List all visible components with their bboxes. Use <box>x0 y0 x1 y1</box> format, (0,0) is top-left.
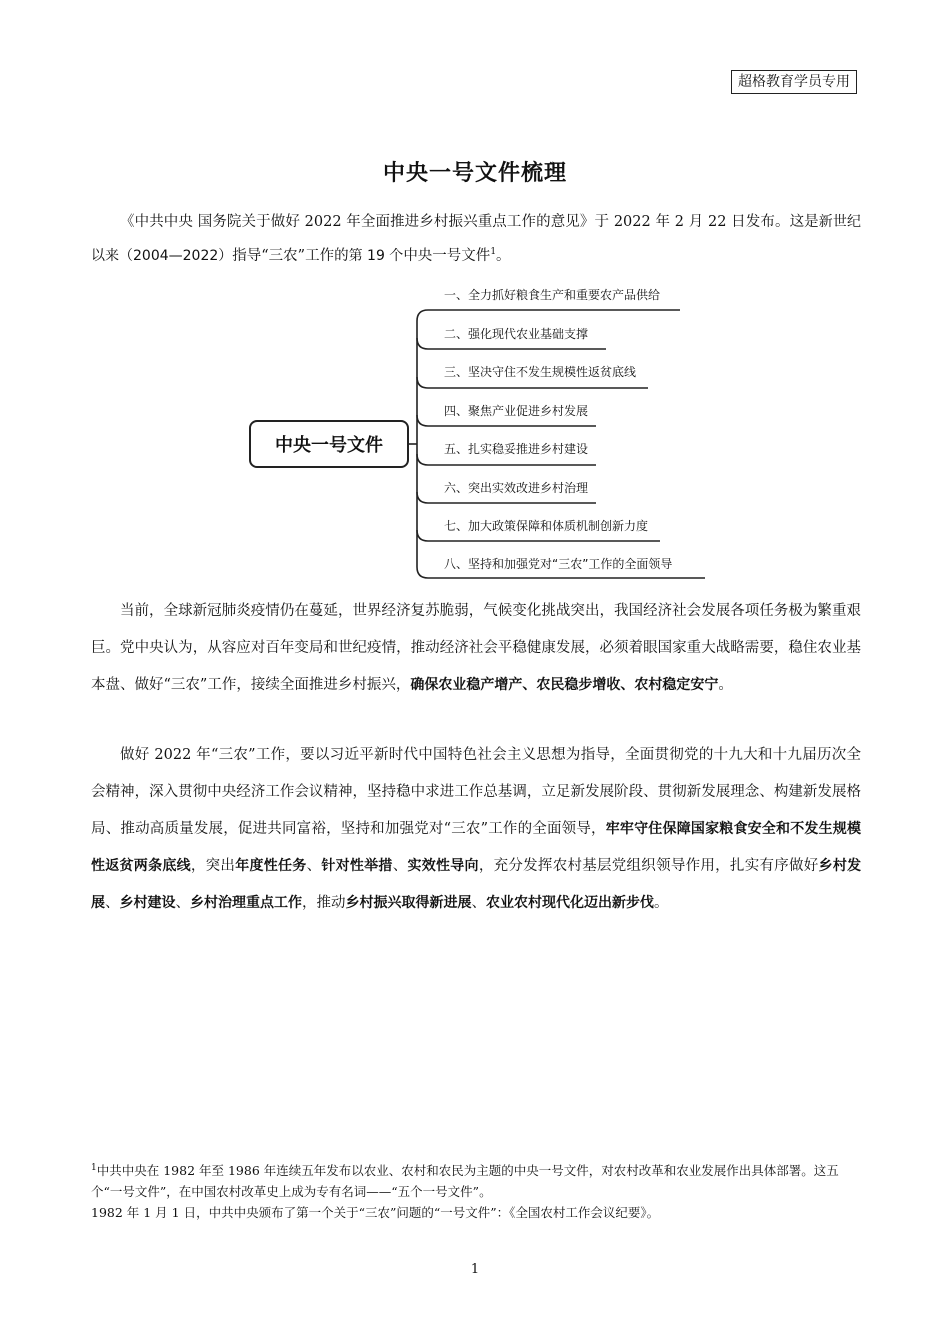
para-text: 、 <box>306 858 322 874</box>
intro-text: 。 <box>496 248 511 264</box>
para-text: 当前，全球新冠肺炎疫情仍在蔓延，世界经济复苏脆弱，气候变化挑战突出，我国经济社会发展各项任务极为繁重艰巨。党中央认为，从容应对百年变局和世纪疫情，推动经济社会平稳健康发展，必须着眼国家重大战略需要，稳住农业基本盘、做好“三农”工作，接续全面推进乡村振兴， <box>91 603 861 693</box>
para-text: ，突出 <box>190 858 236 874</box>
emphasis-text: 确保农业稳产增产 <box>410 677 523 693</box>
para-text: 做好 2022 年“三农”工作，要以习近平新时代中国特色社会主义思想为指导，全面贯彻党的十九大和十九届历次全会精神，深入贯彻中央经济工作会议精神，坚持稳中求进工作总基调，立足新发展阶段、贯彻新发展理念、构建新发展格局、推动高质量发展，促进共同富裕，坚持和加强党对“三农”工作的全面领导， <box>91 747 861 837</box>
mindmap-center-node: 中央一号文件 <box>249 420 409 468</box>
para-text: 。 <box>718 677 733 693</box>
footnote-1 <box>91 1160 861 1202</box>
intro-count: 第 19 个 <box>348 248 404 264</box>
emphasis-text: 乡村发展 <box>91 858 862 911</box>
guidance-paragraph <box>91 737 861 922</box>
intro-text: 指导“三农”工作的 <box>232 248 349 264</box>
intro-text: 《中共中央 国务院关于做好 2022 年全面推进乡村振兴重点工作的意见》于 2022 年 2 月 22 日发布。这是 <box>120 214 819 230</box>
intro-text: 中央一号文件 <box>403 248 491 264</box>
mindmap-item-8: 八、坚持和加强党对“三农”工作的全面领导 <box>444 557 673 571</box>
emphasis-text: 、 <box>522 677 537 693</box>
page-title: 中央一号文件梳理 <box>382 161 567 186</box>
mindmap-item-1: 一、全力抓好粮食生产和重要农产品供给 <box>444 288 661 302</box>
context-paragraph <box>91 593 861 704</box>
para-text: 、 <box>392 858 408 874</box>
mindmap-item-2: 二、强化现代农业基础支撑 <box>444 327 589 341</box>
mindmap-item-5: 五、扎实稳妥推进乡村建设 <box>444 442 589 456</box>
emphasis-text: 实效性导向 <box>407 858 479 874</box>
mindmap-item-6: 六、突出实效改进乡村治理 <box>444 481 589 495</box>
emphasis-text: 针对性举措 <box>321 858 393 874</box>
para-text: 。 <box>654 895 669 911</box>
emphasis-text: 年度性任务 <box>235 858 307 874</box>
footnotes <box>91 1160 861 1223</box>
emphasis-text: 牢牢守住保障国家粮食安全和不发生规模性返贫两条底线 <box>91 821 861 874</box>
footnote-ref[interactable]: 1 <box>490 247 497 258</box>
para-text: ，推动 <box>302 895 346 911</box>
emphasis-text: 农民稳步增收 <box>536 677 621 693</box>
emphasis-text: 、 <box>620 677 635 693</box>
para-text: ，充分发挥农村基层党组织领导作用，扎实有序做好 <box>478 858 819 874</box>
emphasis-text: 乡村治理重点工作 <box>190 895 302 911</box>
intro-period: 新世纪以来（2004—2022） <box>91 214 862 264</box>
mindmap-item-3: 三、坚决守住不发生规模性返贫底线 <box>444 365 637 379</box>
para-text: 、 <box>175 895 190 911</box>
footnote-mark: 1 <box>91 1162 97 1173</box>
emphasis-text: 乡村振兴取得新进展 <box>345 895 472 911</box>
emphasis-text: 乡村建设 <box>119 895 176 911</box>
mindmap-item-7: 七、加大政策保障和体质机制创新力度 <box>444 519 649 533</box>
page-number: 1 <box>470 1262 480 1277</box>
footnote-text: 中共中央在 1982 年至 1986 年连续五年发布以农业、农村和农民为主题的中央一号文件，对农村改革和农业发展作出具体部署。这五个“一号文件”，在中国农村改革史上成为专有名词——“五个一号文件”。 <box>91 1163 839 1199</box>
para-text: 、 <box>105 895 120 911</box>
para-text: 、 <box>471 895 486 911</box>
emphasis-text: 农业农村现代化迈出新步伐 <box>486 895 654 911</box>
footnote-2: 1982 年 1 月 1 日，中共中央颁布了第一个关于“三农”问题的“一号文件”：《全国农村工作会议纪要》。 <box>91 1205 660 1220</box>
header-tag: 超格教育学员专用 <box>731 70 857 94</box>
emphasis-text: 农村稳定安宁 <box>634 677 719 693</box>
mindmap-item-4: 四、聚焦产业促进乡村发展 <box>444 404 589 418</box>
